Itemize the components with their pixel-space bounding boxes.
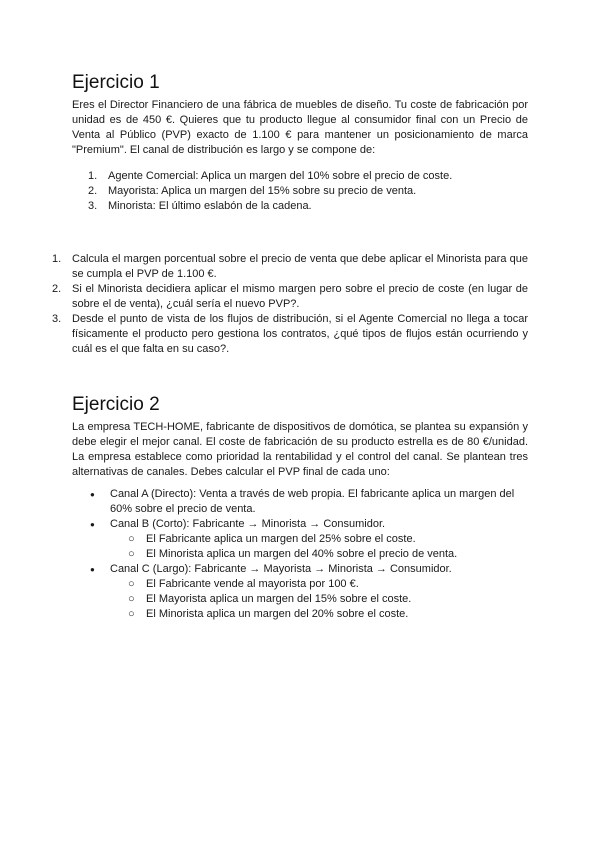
- ex1-title: Ejercicio 1: [72, 72, 160, 93]
- ex2-sub-list: [128, 532, 516, 562]
- ex1-channel-item: 2. Mayorista: Aplica un margen del 15% sobre su precio de venta.: [88, 185, 417, 197]
- ex2-title: Ejercicio 2: [72, 394, 160, 415]
- ex1-question-item: 3. Desde el punto de vista de los flujos de distribución, si el Agente Comercial no llega a tocar físicamente el producto pero gestiona los contratos, ¿qué tipos de flujos están ocurriendo y cuál es el que falta en su caso?.: [52, 313, 528, 355]
- ex1-channel-item: 3. Minorista: El último eslabón de la cadena.: [88, 200, 312, 212]
- sub-bullet-icon: ○: [128, 608, 135, 620]
- ex2-channel-item: ● Canal B (Corto): Fabricante → Minorista → Consumidor. ○ El Fabricante aplica un margen del 25% sobre el coste. ○ El Minorista aplica un margen del 40% sobre el precio de venta.: [110, 517, 528, 562]
- ex2-sub-item: ○ El Mayorista aplica un margen del 15% sobre el coste.: [128, 593, 412, 605]
- bullet-icon: ●: [90, 565, 95, 574]
- sub-bullet-icon: ○: [128, 548, 135, 560]
- ex2-sub-list: [128, 577, 516, 622]
- ex2-sub-item: ○ El Minorista aplica un margen del 40% sobre el precio de venta.: [128, 548, 458, 560]
- ex1-question-item: 2. Si el Minorista decidiera aplicar el mismo margen pero sobre el precio de coste (en lugar de sobre el de venta), ¿cuál sería el nuevo PVP?.: [52, 283, 528, 310]
- ex2-sub-item: ○ El Fabricante vende al mayorista por 100 €.: [128, 578, 359, 590]
- ex2-channel-list: [90, 487, 528, 622]
- ex2-channel-item: ● Canal C (Largo): Fabricante → Mayorista → Minorista → Consumidor. ○ El Fabricante vende al mayorista por 100 €. ○ El Mayorista aplica un margen del 15% sobre el coste. ○ El Minorista aplica un margen del 20% sobre el coste.: [110, 562, 528, 622]
- ex2-intro: La empresa TECH-HOME, fabricante de dispositivos de domótica, se plantea su expansión y debe elegir el mejor canal. El coste de fabricación de su producto estrella es de 80 €/unidad. La empresa establece como prioridad la rentabilidad y el control del canal. Se plantean tres alternativas de canales. Debes calcular el PVP final de cada uno:: [72, 421, 528, 478]
- bullet-icon: ●: [90, 520, 95, 529]
- sub-bullet-icon: ○: [128, 533, 135, 545]
- ex1-channel-list: [88, 169, 528, 214]
- ex1-questions-list: [52, 252, 528, 357]
- ex2-sub-item: ○ El Minorista aplica un margen del 20% sobre el coste.: [128, 608, 409, 620]
- ex2-sub-item: ○ El Fabricante aplica un margen del 25% sobre el coste.: [128, 533, 416, 545]
- sub-bullet-icon: ○: [128, 578, 135, 590]
- ex1-intro: Eres el Director Financiero de una fábrica de muebles de diseño. Tu coste de fabricación por unidad es de 450 €. Quieres que tu producto llegue al consumidor final con un Precio de Venta al Público (PVP) exacto de 1.100 € para mantener un posicionamiento de marca "Premium". El canal de distribución es largo y se compone de:: [72, 99, 528, 156]
- ex2-channel-item: ● Canal A (Directo): Venta a través de web propia. El fabricante aplica un margen del 60% sobre el precio de venta.: [90, 488, 515, 515]
- ex1-question-item: 1. Calcula el margen porcentual sobre el precio de venta que debe aplicar el Minorista para que se cumpla el PVP de 1.100 €.: [52, 253, 528, 280]
- bullet-icon: ●: [90, 490, 95, 499]
- ex1-channel-item: 1. Agente Comercial: Aplica un margen del 10% sobre el precio de coste.: [88, 170, 453, 182]
- sub-bullet-icon: ○: [128, 593, 135, 605]
